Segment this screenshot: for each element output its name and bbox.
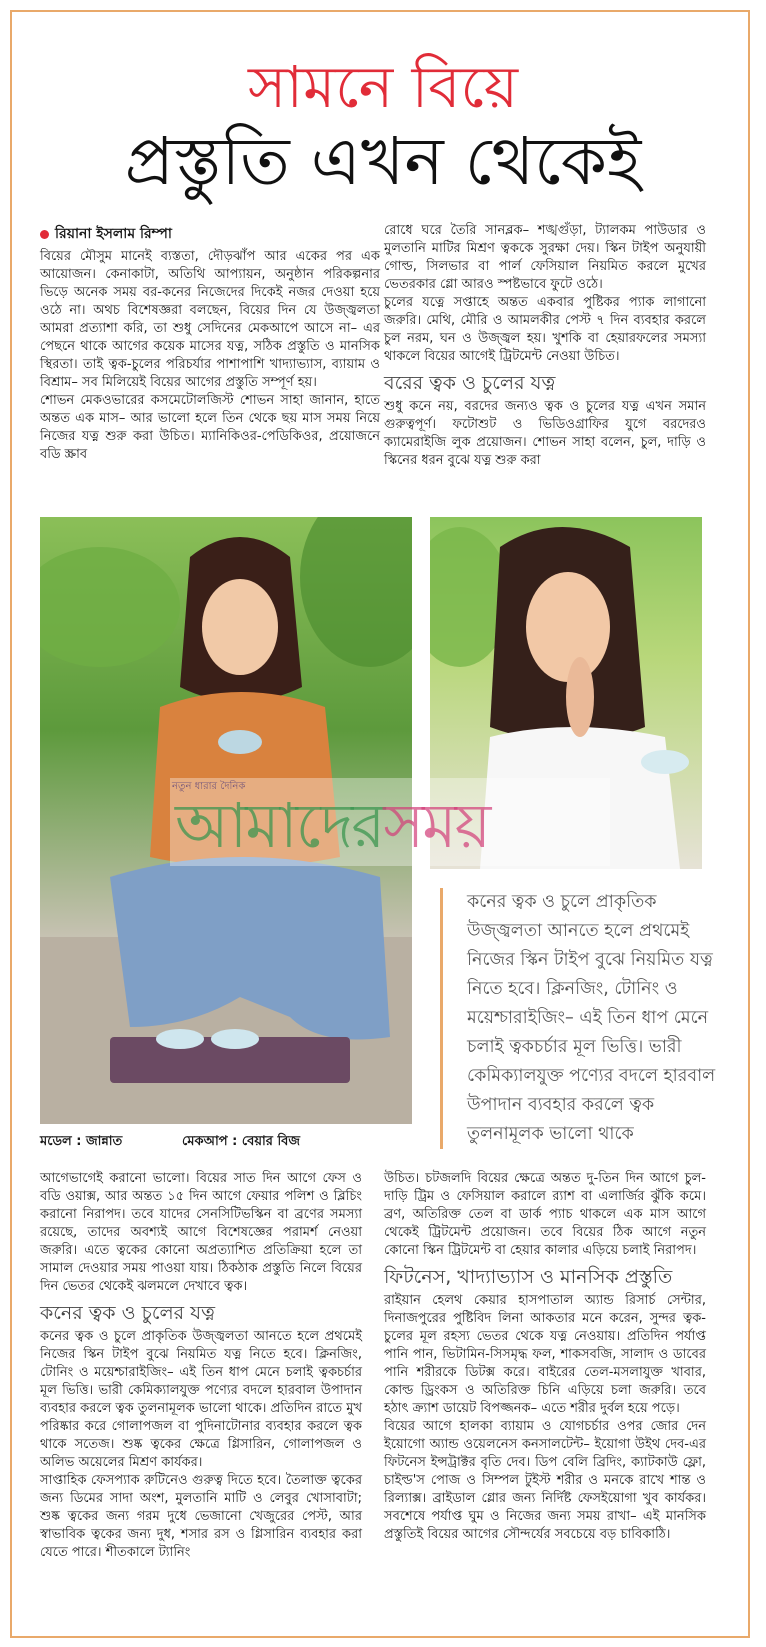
watermark-tagline: নতুন ধারার দৈনিক: [172, 781, 246, 792]
paragraph: শুধু কনে নয়, বরদের জন্যও ত্বক ও চুলের যত্ন এখন সমান গুরুত্বপূর্ণ। ফটোশুট ও ভিডিওগ্রাফির যুগে বরদেরও ক্যামেরাইজি লুক প্রয়োজন। শোভন সাহা বলেন, চুল, দাড়ি ও স্কিনের ধরন বুঝে যত্ন শুরু করা: [384, 399, 706, 468]
watermark-logo: [175, 786, 489, 866]
bullet-dot-icon: [40, 230, 49, 239]
watermark-logo-part-1: আমাদের: [175, 789, 384, 862]
article-column-left-bottom: [40, 1170, 362, 1562]
paragraph: কনের ত্বক ও চুলে প্রাকৃতিক উজ্জ্বলতা আনতে হলে প্রথমেই নিজের স্কিন টাইপ বুঝে নিয়মিত যত্ন নিতে হবে। ক্লিনজিং, টোনিং ও ময়েশ্চারাইজিং– এই তিন ধাপ মেনে চলাই ত্বকচর্চার মূল ভিত্তি। ভারী কেমিক্যালযুক্ত পণ্যের বদলে হারবাল উপাদান ব্যবহার করলে ত্বক তুলনামূলক ভালো থাকে। প্রতিদিন রাতে মুখ পরিষ্কার করে গোলাপজল বা পুদিনাটোনার ব্যবহার করলে ত্বক থাকে সতেজ। শুষ্ক ত্বকের ক্ষেত্রে গ্লিসারিন, গোলাপজল ও অলিভ অয়েলের মিশ্রণ কার্যকর।: [40, 1329, 362, 1470]
author-name: রিয়ানা ইসলাম রিম্পা: [55, 226, 172, 242]
paragraph: বিয়ের আগে হালকা ব্যায়াম ও যোগচর্চার ওপর জোর দেন ইয়োগো অ্যান্ড ওয়েলনেস কনসালটেন্ট– ইয়োগা উইথ দেব-এর ফিটনেস ইন্সট্রাক্টর বৃতি দেব। ডিপ বেলি ব্রিদিং, ক্যাটকাউ ফ্লো, চাইল্ড'স পোজ ও সিম্পল টুইস্ট শরীর ও মনকে রাখে শান্ত ও রিল্যাক্স। ব্রাইডাল গ্লোর জন্য নির্দিষ্ট ফেসইয়োগা খুব কার্যকর। সবশেষে পর্যাপ্ত ঘুম ও নিজের জন্য সময় রাখা– এই মানসিক প্রস্তুতিই বিয়ের আগের সৌন্দর্যের সবচেয়ে বড় চাবিকাঠি।: [384, 1419, 706, 1542]
pull-quote: কনের ত্বক ও চুলে প্রাকৃতিক উজ্জ্বলতা আনতে হলে প্রথমেই নিজের স্কিন টাইপ বুঝে নিয়মিত যত্ন নিতে হবে। ক্লিনজিং, টোনিং ও ময়েশ্চারাইজিং– এই তিন ধাপ মেনে চলাই ত্বকচর্চার মূল ভিত্তি। ভারী কেমিক্যালযুক্ত পণ্যের বদলে হারবাল উপাদান ব্যবহার করলে ত্বক তুলনামূলক ভালো থাকে: [440, 888, 735, 1149]
caption-makeup: মেকআপ : বেয়ার বিজ: [182, 1134, 301, 1149]
byline: [40, 222, 172, 246]
article-column-right-top: [384, 222, 706, 470]
watermark-logo-part-2: সময়: [383, 789, 490, 862]
paragraph: বিয়ের মৌসুম মানেই ব্যস্ততা, দৌড়ঝাঁপ আর একের পর এক আয়োজন। কেনাকাটা, অতিথি আপ্যায়ন, অনুষ্ঠান পরিকল্পনার ভিড়ে অনেক সময় বর-কনের নিজেদের দিকেই নজর দেওয়া হয়ে ওঠে না। অথচ বিশেষজ্ঞরা বলছেন, বিয়ের দিন যে উজ্জ্বলতা আমরা প্রত্যাশা করি, তা শুধু সেদিনের মেকআপে আসে না– এর পেছনে থাকে আগের কয়েক মাসের যত্ন, সঠিক প্রস্তুতি ও মানসিক স্থিরতা। তাই ত্বক-চুলের পরিচর্যার পাশাপাশি খাদ্যাভ্যাস, ব্যায়াম ও বিশ্রাম– সব মিলিয়েই বিয়ের আগের প্রস্তুতি সম্পূর্ণ হয়।: [40, 249, 380, 390]
subheading-bride: কনের ত্বক ও চুলের যত্ন: [40, 1302, 216, 1324]
subheading-fitness: ফিটনেস, খাদ্যাভ্যাস ও মানসিক প্রস্তুতি: [384, 1266, 673, 1288]
paragraph: রোধে ঘরে তৈরি সানব্লক– শঙ্খগুঁড়া, ট্যালকম পাউডার ও মুলতানি মাটির মিশ্রণ ত্বককে সুরক্ষা দেয়। স্কিন টাইপ অনুযায়ী গোল্ড, সিলভার বা পার্ল ফেসিয়াল নিয়মিত করলে মুখের ভেতরকার গ্লো আরও স্পষ্টভাবে ফুটে ওঠে।: [384, 223, 706, 292]
subheading-groom: বরের ত্বক ও চুলের যত্ন: [384, 372, 556, 394]
article-column-right-bottom: [384, 1170, 706, 1544]
paragraph: রাইয়ান হেলথ কেয়ার হাসপাতাল অ্যান্ড রিসার্চ সেন্টার, দিনাজপুরের পুষ্টিবিদ লিনা আকতার মনে করেন, সুন্দর ত্বক-চুলের মূল রহস্য ভেতর থেকে যত্ন নেওয়ায়। প্রতিদিন পর্যাপ্ত পানি পান, ভিটামিন-সিসমৃদ্ধ ফল, শাকসবজি, সালাদ ও ডাবের পানি শরীরকে ডিটক্স করে। বাইরের তেল-মসলাযুক্ত খাবার, কোল্ড ড্রিংকস ও অতিরিক্ত চিনি এড়িয়ে চলা জরুরি। তবে হঠাৎ ক্র্যাশ ডায়েট বিপজ্জনক– এতে শরীর দুর্বল হয়ে পড়ে।: [384, 1293, 706, 1416]
paragraph: শোভন মেকওভারের কসমেটোলজিস্ট শোভন সাহা জানান, হাতে অন্তত এক মাস– আর ভালো হলে তিন থেকে ছয় মাস সময় নিয়ে নিজের যত্ন শুরু করা উচিত। ম্যানিকিওর-পেডিকিওর, প্রয়োজনে বডি স্ক্রাব: [40, 393, 380, 462]
paragraph: উচিত। চটজলদি বিয়ের ক্ষেত্রে অন্তত দু-তিন দিন আগে চুল-দাড়ি ট্রিম ও ফেসিয়াল করালে র‍্যাশ বা এলার্জির ঝুঁকি কমে। ব্রণ, অতিরিক্ত তেল বা ডার্ক প্যাচ থাকলে এক মাস আগে থেকেই ট্রিটমেন্ট প্রয়োজন। তবে বিয়ের ঠিক আগে নতুন কোনো স্কিন ট্রিটমেন্ট বা হেয়ার কালার এড়িয়ে চলাই নিরাপদ।: [384, 1171, 706, 1258]
article-column-left-top: [40, 248, 380, 464]
paragraph: সাপ্তাহিক ফেসপ্যাক রুটিনেও গুরুত্ব দিতে হবে। তৈলাক্ত ত্বকের জন্য ডিমের সাদা অংশ, মুলতানি মাটি ও লেবুর খোসাবাটা; শুষ্ক ত্বকের জন্য গরম দুধে ভেজানো খেজুরের পেস্ট, আর স্বাভাবিক ত্বকের জন্য দুধ, শসার রস ও গ্লিসারিন ব্যবহার করা যেতে পারে। শীতকালে ট্যানিং: [40, 1473, 362, 1560]
paragraph: চুলের যত্নে সপ্তাহে অন্তত একবার পুষ্টিকর প্যাক লাগানো জরুরি। মেথি, মৌরি ও আমলকীর পেস্ট ৭ দিন ব্যবহার করলে চুল নরম, ঘন ও উজ্জ্বল হয়। খুশকি বা হেয়ারফলের সমস্যা থাকলে বিয়ের আগেই ট্রিটমেন্ট নেওয়া উচিত।: [384, 295, 706, 364]
caption-model: মডেল : জান্নাত: [40, 1134, 123, 1149]
paragraph: আগেভাগেই করানো ভালো। বিয়ের সাত দিন আগে ফেস ও বডি ওয়াক্স, আর অন্তত ১৫ দিন আগে ফেয়ার পলিশ ও ব্লিচিং করানো নিরাপদ। তবে যাদের সেনসিটিভস্কিন বা ব্রণের সমস্যা রয়েছে, তাদের অবশ্যই আগে বিশেষজ্ঞের পরামর্শ নেওয়া জরুরি। এতে ত্বকের কোনো অপ্রত্যাশিত প্রতিক্রিয়া হলে তা সামাল দেওয়ার সময় পাওয়া যায়। ঠিকঠাক প্রস্তুতি নিলে বিয়ের দিন ভেতর থেকেই ঝলমলে দেখাবে ত্বক।: [40, 1171, 362, 1294]
headline-main: প্রস্তুতি এখন থেকেই: [124, 123, 642, 200]
headline-kicker: সামনে বিয়ে: [247, 53, 519, 121]
